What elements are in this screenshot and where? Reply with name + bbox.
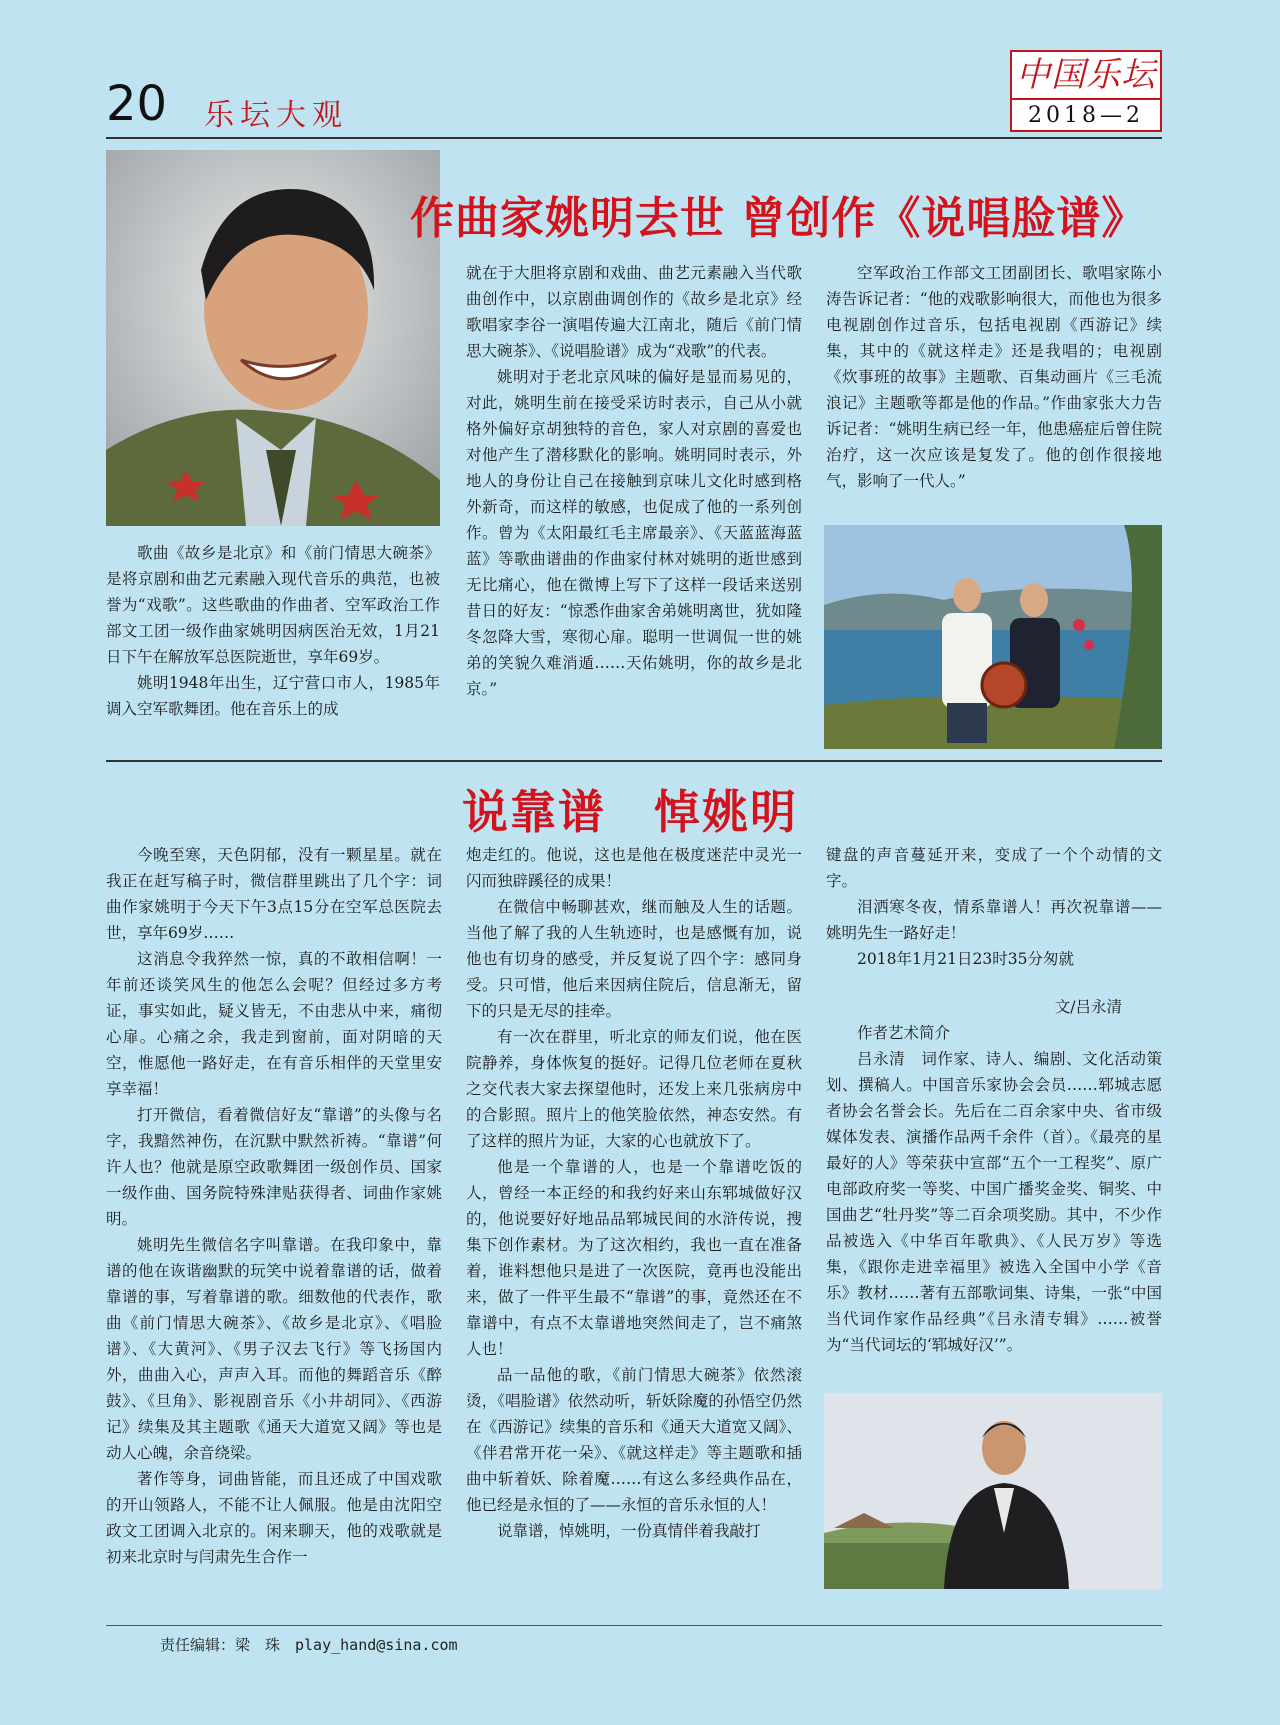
paragraph: 这消息令我猝然一惊，真的不敢相信啊！一年前还谈笑风生的他怎么会呢？但经过多方考证，事实如此，疑义皆无，不由悲从中来，痛彻心扉。心痛之余，我走到窗前，面对阴暗的天空，惟愿他一路好走，在有音乐相伴的天堂里安享幸福！ [106,950,442,1098]
date-line: 2018年1月21日23时35分匆就 [857,950,1074,968]
paragraph: 品一品他的歌，《前门情思大碗茶》依然滚烫，《唱脸谱》依然动听，斩妖除魔的孙悟空仍然在《西游记》续集的音乐和《通天大道宽又阔》、《伴君常开花一朵》、《就这样走》等主题歌和插曲中斩着妖、除着魔……有这么多经典作品在，他已经是永恒的了——永恒的音乐永恒的人！ [466,1366,802,1514]
paragraph: 姚明对于老北京风味的偏好是显而易见的，对此，姚明生前在接受采访时表示，自己从小就格外偏好京胡独特的音色，家人对京剧的喜爱也对他产生了潜移默化的影响。姚明同时表示，外地人的身份让自己在接触到京味儿文化时感到格外新奇，而这样的敏感，也促成了他的一系列创作。曾为《太阳最红毛主席最亲》、《天蓝蓝海蓝蓝》等歌曲谱曲的作曲家付林对姚明的逝世感到无比痛心，他在微博上写下了这样一段话来送别昔日的好友：“惊悉作曲家舍弟姚明离世，犹如隆冬忽降大雪，寒彻心扉。聪明一世调侃一世的姚弟的笑貌久难消遁……天佑姚明，你的故乡是北京。” [466,368,802,698]
article2-column-1 [106,842,442,1570]
paragraph: 说靠谱，悼姚明，一份真情伴着我敲打 [497,1522,761,1540]
masthead-logo: 中国乐坛 [1016,55,1156,95]
portrait-photo [106,150,440,526]
paragraph: 歌曲《故乡是北京》和《前门情思大碗茶》是将京剧和曲艺元素融入现代音乐的典范，也被誉为“戏歌”。这些歌曲的作曲者、空军政治工作部文工团一级作曲家姚明因病医治无效，1月21日下午在解放军总医院逝世，享年69岁。 [106,544,440,666]
issue-number: 2018—2 [1012,98,1160,132]
paragraph: 键盘的声音蔓延开来，变成了一个个动情的文字。 [826,846,1162,890]
footer-divider [106,1625,1162,1626]
header-divider [106,137,1162,139]
paragraph: 炮走红的。他说，这也是他在极度迷茫中灵光一闪而独辟蹊径的成果！ [466,846,802,890]
article2-column-2 [466,842,802,1544]
paragraph: 空军政治工作部文工团副团长、歌唱家陈小涛告诉记者：“他的戏歌影响很大，而他也为很多电视剧创作过音乐，包括电视剧《西游记》续集，其中的《就这样走》还是我唱的；电视剧《炊事班的故事》主题歌、百集动画片《三毛流浪记》主题歌等都是他的作品。”作曲家张大力告诉记者：“姚明生病已经一年，他患癌症后曾住院治疗，这一次应该是复发了。他的创作很接地气，影响了一代人。” [826,264,1162,490]
masthead [1010,50,1162,132]
bio-title: 作者艺术简介 [857,1024,951,1042]
paragraph: 泪洒寒冬夜，情系靠谱人！再次祝靠谱——姚明先生一路好走！ [826,898,1162,942]
article1-column-1 [106,540,440,722]
article1-column-3 [826,260,1162,494]
paragraph: 就在于大胆将京剧和戏曲、曲艺元素融入当代歌曲创作中，以京剧曲调创作的《故乡是北京》经歌唱家李谷一演唱传遍大江南北，随后《前门情思大碗茶》、《说唱脸谱》成为“戏歌”的代表。 [466,264,802,360]
paragraph: 在微信中畅聊甚欢，继而触及人生的话题。当他了解了我的人生轨迹时，也是感慨有加，说他也有切身的感受，并反复说了四个字：感同身受。只可惜，他后来因病住院后，信息渐无，留下的只是无尽的挂牵。 [466,898,802,1020]
author-bio: 吕永清 词作家、诗人、编剧、文化活动策划、撰稿人。中国音乐家协会会员……郓城志愿者协会名誉会长。先后在二百余家中央、省市级媒体发表、演播作品两千余件（首）。《最亮的星最好的人》等荣获中宣部“五个一工程奖”、原广电部政府奖一等奖、中国广播奖金奖、铜奖、中国曲艺“牡丹奖”等二百余项奖励。其中，不少作品被选入《中华百年歌典》、《人民万岁》等选集，《跟你走进幸福里》被选入全国中小学《音乐》教材……著有五部歌词集、诗集，一张“中国当代词作家作品经典”《吕永清专辑》……被誉为“当代词坛的‘郓城好汉’”。 [826,1050,1162,1354]
editor-credit: 责任编辑：梁 珠 play_hand@sina.com [160,1636,458,1654]
article2-column-3 [826,842,1162,1358]
article2-headline: 说靠谱 悼姚明 [462,785,798,839]
section-name: 乐坛大观 [204,98,348,133]
page-number: 20 [106,76,168,132]
article1-column-2 [466,260,802,702]
section-divider [106,760,1162,762]
lake-photo [824,525,1162,749]
paragraph: 今晚至寒，天色阴郁，没有一颗星星。就在我正在赶写稿子时，微信群里跳出了几个字：词曲作家姚明于今天下午3点15分在空军总医院去世，享年69岁…… [106,846,442,942]
paragraph: 他是一个靠谱的人，也是一个靠谱吃饭的人，曾经一本正经的和我约好来山东郓城做好汉的，他说要好好地品品郓城民间的水浒传说，搜集下创作素材。为了这次相约，我也一直在准备着，谁料想他只是进了一次医院，竟再也没能出来，做了一件平生最不“靠谱”的事，竟然还在不靠谱中，有点不太靠谱地突然间走了，岂不痛煞人也！ [466,1158,802,1358]
author-photo [824,1393,1162,1589]
paragraph: 姚明1948年出生，辽宁营口市人，1985年调入空军歌舞团。他在音乐上的成 [106,674,440,718]
byline: 文/吕永清 [1054,998,1122,1016]
paragraph: 打开微信，看着微信好友“靠谱”的头像与名字，我黯然神伤，在沉默中默然祈祷。“靠谱”何许人也？他就是原空政歌舞团一级创作员、国家一级作曲、国务院特殊津贴获得者、词曲作家姚明。 [106,1106,442,1228]
paragraph: 姚明先生微信名字叫靠谱。在我印象中，靠谱的他在诙谐幽默的玩笑中说着靠谱的话，做着靠谱的事，写着靠谱的歌。细数他的代表作，歌曲《前门情思大碗茶》、《故乡是北京》、《唱脸谱》、《大黄河》、《男子汉去飞行》等飞扬国内外，曲曲入心，声声入耳。而他的舞蹈音乐《醉鼓》、《旦角》、影视剧音乐《小井胡同》、《西游记》续集及其主题歌《通天大道宽又阔》等也是动人心魄，余音绕梁。 [106,1236,442,1462]
paragraph: 有一次在群里，听北京的师友们说，他在医院静养，身体恢复的挺好。记得几位老师在夏秋之交代表大家去探望他时，还发上来几张病房中的合影照。照片上的他笑脸依然，神态安然。有了这样的照片为证，大家的心也就放下了。 [466,1028,802,1150]
article-headline: 作曲家姚明去世 曾创作《说唱脸谱》 [410,193,1147,244]
paragraph: 著作等身，词曲皆能，而且还成了中国戏歌的开山领路人，不能不让人佩服。他是由沈阳空政文工团调入北京的。闲来聊天，他的戏歌就是初来北京时与闫肃先生合作一 [106,1470,442,1566]
